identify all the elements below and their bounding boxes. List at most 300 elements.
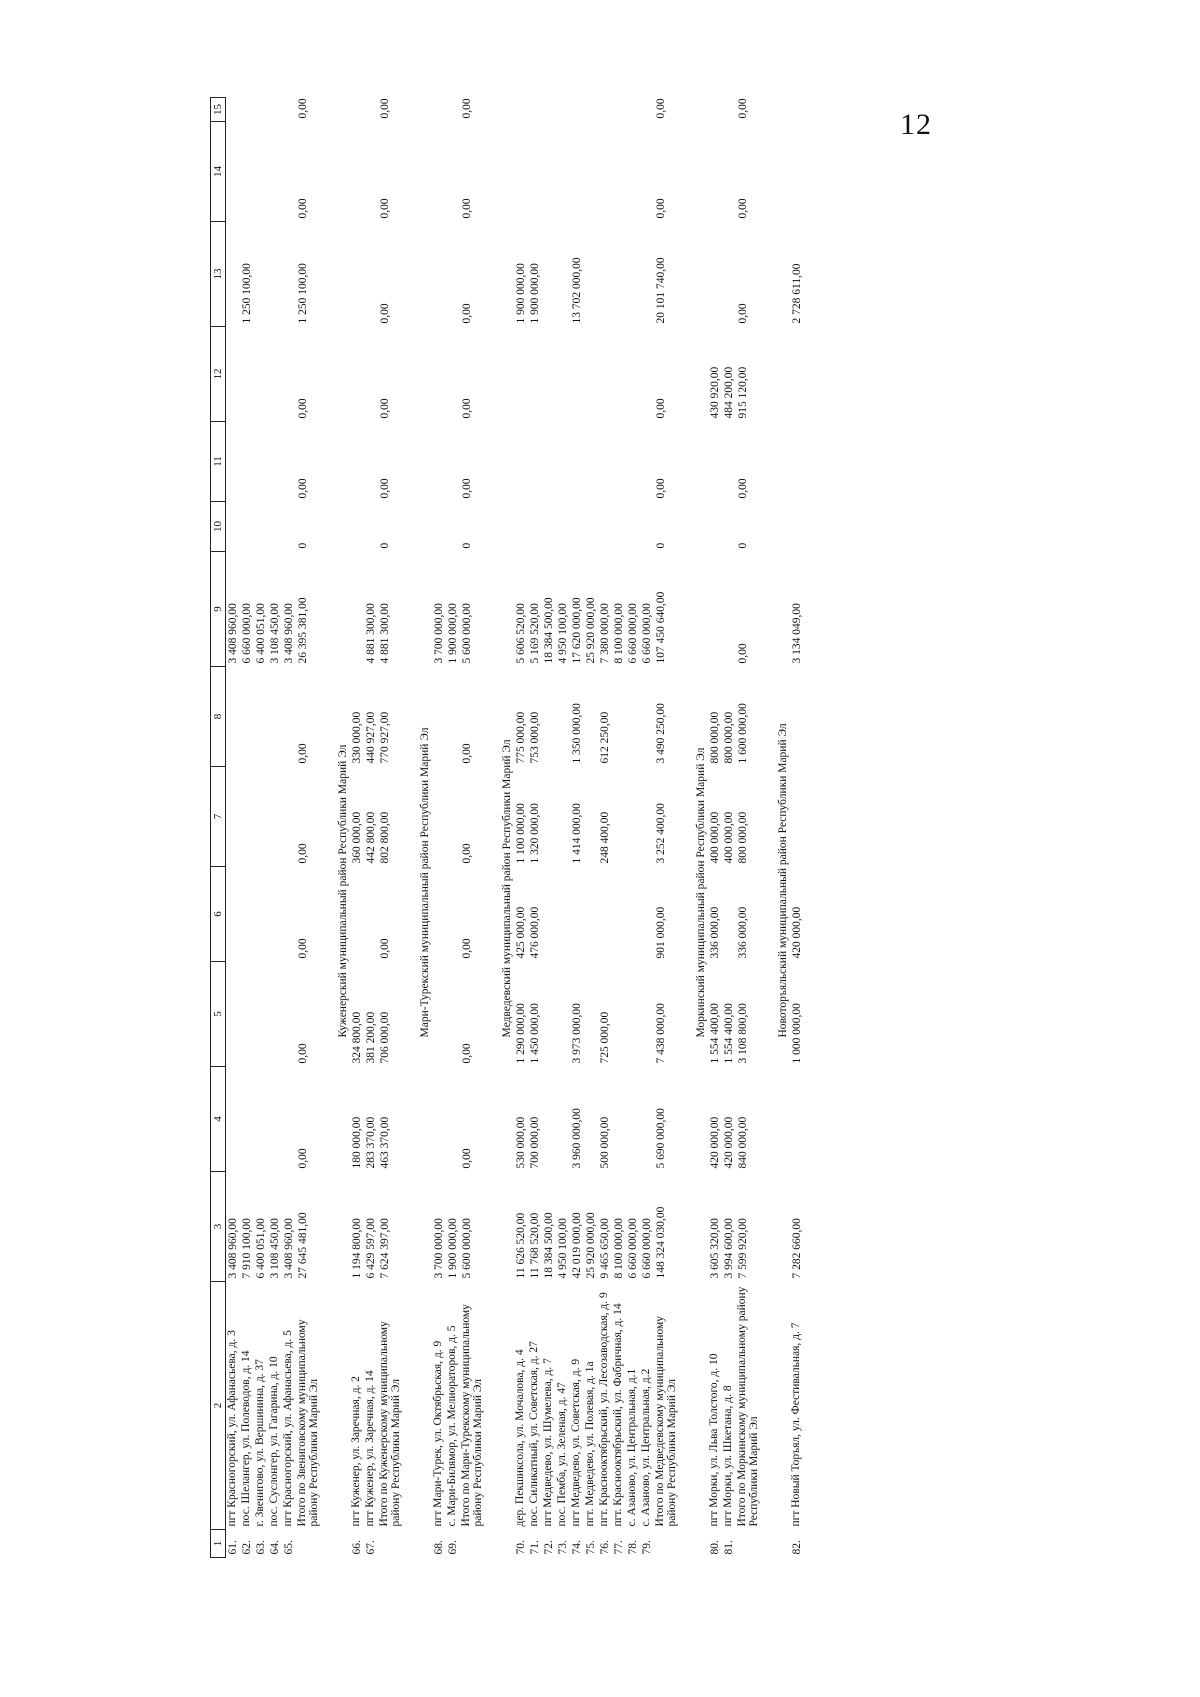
value-cell (446, 98, 460, 122)
value-cell (584, 122, 598, 222)
row-number-cell: 70. (515, 1540, 527, 1555)
value-cell: 612 250,00 (599, 711, 611, 764)
value-cell: 0,00 (297, 478, 309, 499)
value-cell (432, 327, 446, 422)
value-cell: 20 101 740,00 (655, 257, 667, 324)
value-cell: 3 108 450,00 (269, 1218, 281, 1279)
value-cell (570, 502, 584, 552)
value-cell: 800 000,00 (723, 711, 735, 764)
value-cell (282, 962, 296, 1067)
value-cell (282, 1067, 296, 1172)
value-cell (254, 422, 268, 502)
section-header-row (336, 98, 350, 1558)
value-cell (350, 422, 364, 502)
value-cell: 0,00 (737, 198, 749, 219)
value-cell (708, 502, 722, 552)
value-cell: 0,00 (461, 1148, 473, 1169)
column-header: 3 (211, 1172, 226, 1282)
value-cell: 0,00 (297, 198, 309, 219)
value-cell: 1 900 000,00 (515, 263, 527, 324)
value-cell: 6 660 000,00 (241, 603, 253, 664)
section-header-row (694, 98, 708, 1558)
value-cell (226, 222, 241, 327)
value-cell: 800 000,00 (709, 711, 721, 764)
value-cell (282, 867, 296, 962)
address-cell: пгт Медведево, ул. Советская, д. 9 (570, 1358, 582, 1527)
value-cell (640, 502, 654, 552)
value-cell (598, 327, 612, 422)
value-cell: 0,00 (737, 643, 749, 664)
value-cell (790, 422, 804, 502)
row-number-cell: 77. (613, 1540, 625, 1555)
value-cell (556, 667, 570, 767)
value-cell: 3 605 320,00 (709, 1218, 721, 1279)
value-cell (626, 767, 640, 867)
value-cell (364, 422, 378, 502)
value-cell: 4 950 100,00 (557, 1218, 569, 1279)
value-cell (528, 98, 542, 122)
value-cell (790, 502, 804, 552)
value-cell (268, 962, 282, 1067)
row-number-cell: 74. (571, 1540, 583, 1555)
value-cell: 0,00 (655, 478, 667, 499)
value-cell (446, 767, 460, 867)
value-cell (708, 422, 722, 502)
section-header-row (776, 98, 790, 1558)
value-cell (626, 222, 640, 327)
value-cell (254, 767, 268, 867)
value-cell: 840 000,00 (737, 1116, 749, 1169)
address-cell: пгт Морки, ул. Льва Толстого, д. 10 (708, 1353, 720, 1527)
value-cell (240, 122, 254, 222)
column-header: 4 (211, 1067, 226, 1172)
value-cell (446, 867, 460, 962)
value-cell (640, 122, 654, 222)
value-cell (254, 1067, 268, 1172)
value-cell (240, 867, 254, 962)
data-table (210, 97, 804, 1558)
value-cell (528, 122, 542, 222)
value-cell (240, 98, 254, 122)
value-cell (790, 767, 804, 867)
value-cell (254, 122, 268, 222)
value-cell (598, 422, 612, 502)
value-cell (790, 667, 804, 767)
value-cell (708, 222, 722, 327)
value-cell: 6 400 051,00 (255, 603, 267, 664)
row-number-cell: 61. (227, 1540, 239, 1555)
value-cell: 3 108 800,00 (737, 1003, 749, 1064)
address-cell: пос. Пемба, ул. Зеленая, д. 47 (556, 1382, 568, 1527)
row-number-cell: 68. (433, 1540, 445, 1555)
value-cell: 725 000,00 (599, 1011, 611, 1064)
value-cell: 0,00 (461, 98, 473, 119)
value-cell (268, 502, 282, 552)
address-cell: с. Мари-Билямор, ул. Мелиораторов, д. 5 (446, 1325, 458, 1527)
value-cell: 0,00 (297, 1148, 309, 1169)
row-number-cell: 67. (365, 1540, 377, 1555)
row-number-cell: 62. (241, 1540, 253, 1555)
value-cell (364, 867, 378, 962)
value-cell (612, 767, 626, 867)
address-cell: пгт Куженер, ул. Заречная, д. 2 (350, 1376, 362, 1527)
value-cell: 3 408 960,00 (283, 603, 295, 664)
value-cell (598, 98, 612, 122)
value-cell: 0,00 (737, 478, 749, 499)
value-cell (722, 98, 736, 122)
value-cell (528, 422, 542, 502)
value-cell: 7 438 000,00 (655, 1003, 667, 1064)
value-cell (432, 1067, 446, 1172)
section-title: Медведевский муниципальный район Республики Марий Эл (501, 739, 513, 1038)
row-number-cell (460, 1530, 486, 1558)
value-cell (722, 502, 736, 552)
table-row (584, 98, 598, 1558)
value-cell: 11 768 520,00 (529, 1212, 541, 1279)
value-cell (432, 422, 446, 502)
value-cell (350, 552, 364, 667)
value-cell: 0,00 (379, 398, 391, 419)
value-cell: 25 920 000,00 (585, 597, 597, 664)
value-cell (226, 867, 241, 962)
value-cell (640, 422, 654, 502)
value-cell: 0,00 (461, 1043, 473, 1064)
address-cell: Итого по Медведевскому муниципальному району Республики Марий Эл (654, 1315, 678, 1527)
value-cell (514, 327, 528, 422)
value-cell (790, 327, 804, 422)
value-cell: 1 194 800,00 (351, 1218, 363, 1279)
column-header: 1 (211, 1530, 226, 1558)
value-cell: 530 000,00 (515, 1116, 527, 1169)
section-title: Мари-Турекский муниципальный район Республики Марий Эл (419, 727, 431, 1038)
value-cell: 18 384 500,00 (543, 597, 555, 664)
value-cell: 3 960 000,00 (571, 1108, 583, 1169)
value-cell (640, 962, 654, 1067)
value-cell (556, 1067, 570, 1172)
value-cell (364, 222, 378, 327)
address-cell: пгт Мари-Турек, ул. Октябрьская, д. 9 (432, 1340, 444, 1527)
value-cell: 6 660 000,00 (627, 1218, 639, 1279)
value-cell (240, 422, 254, 502)
value-cell: 5 169 520,00 (529, 603, 541, 664)
value-cell (432, 767, 446, 867)
table-row (528, 98, 542, 1558)
value-cell (226, 962, 241, 1067)
value-cell: 463 370,00 (379, 1116, 391, 1169)
value-cell (640, 667, 654, 767)
value-cell: 4 881 300,00 (365, 603, 377, 664)
value-cell: 2 728 611,00 (791, 263, 803, 324)
value-cell: 324 800,00 (351, 1011, 363, 1064)
value-cell (722, 422, 736, 502)
value-cell (640, 767, 654, 867)
address-cell: пгт Красногорский, ул. Афанасьева, д. 5 (282, 1330, 294, 1527)
value-cell (226, 122, 241, 222)
rotated-table-container (210, 98, 1090, 1558)
value-cell (556, 222, 570, 327)
table-row (542, 98, 556, 1558)
value-cell (254, 667, 268, 767)
value-cell (584, 667, 598, 767)
value-cell (254, 502, 268, 552)
value-cell (282, 222, 296, 327)
address-cell: с. Азаново, ул. Центральная, д.1 (626, 1368, 638, 1527)
value-cell: 283 370,00 (365, 1116, 377, 1169)
value-cell (432, 667, 446, 767)
column-header: 2 (211, 1282, 226, 1530)
value-cell (542, 327, 556, 422)
value-cell: 0,00 (297, 843, 309, 864)
value-cell: 0,00 (461, 198, 473, 219)
value-cell: 18 384 500,00 (543, 1212, 555, 1279)
value-cell (514, 502, 528, 552)
value-cell (514, 422, 528, 502)
value-cell (584, 867, 598, 962)
value-cell (226, 1067, 241, 1172)
value-cell (640, 1067, 654, 1172)
value-cell (542, 422, 556, 502)
address-cell: пгт Красногорский, ул. Афанасьева, д. 3 (226, 1330, 238, 1527)
value-cell: 0 (461, 542, 473, 549)
address-cell: г. Звенигово, ул. Вершинина, д. 37 (254, 1359, 266, 1527)
value-cell (528, 502, 542, 552)
value-cell (350, 222, 364, 327)
value-cell (570, 122, 584, 222)
value-cell: 180 000,00 (351, 1116, 363, 1169)
value-cell (570, 867, 584, 962)
value-cell: 3 994 600,00 (723, 1218, 735, 1279)
value-cell: 0,00 (461, 743, 473, 764)
table-row (598, 98, 612, 1558)
value-cell (722, 122, 736, 222)
row-number-cell (378, 1530, 404, 1558)
row-number-cell: 69. (447, 1540, 459, 1555)
value-cell (640, 222, 654, 327)
table-row (514, 98, 528, 1558)
row-number-cell: 76. (599, 1540, 611, 1555)
row-number-cell (296, 1530, 322, 1558)
column-header: 6 (211, 867, 226, 962)
value-cell (640, 327, 654, 422)
section-header-row (500, 98, 514, 1558)
column-header: 10 (211, 502, 226, 552)
value-cell (226, 767, 241, 867)
column-header: 11 (211, 422, 226, 502)
value-cell: 13 702 000,00 (571, 257, 583, 324)
value-cell (364, 98, 378, 122)
value-cell (584, 327, 598, 422)
column-header: 8 (211, 667, 226, 767)
table-row (226, 98, 241, 1558)
value-cell: 770 927,00 (379, 711, 391, 764)
row-number-cell: 63. (255, 1540, 267, 1555)
value-cell: 1 554 400,00 (709, 1003, 721, 1064)
value-cell (268, 867, 282, 962)
value-cell: 17 620 000,00 (571, 597, 583, 664)
total-row (736, 98, 762, 1558)
value-cell (254, 327, 268, 422)
table-row (640, 98, 654, 1558)
value-cell (612, 98, 626, 122)
value-cell (446, 122, 460, 222)
value-cell (542, 1067, 556, 1172)
value-cell: 381 200,00 (365, 1011, 377, 1064)
value-cell (542, 502, 556, 552)
value-cell: 1 450 000,00 (529, 1003, 541, 1064)
value-cell: 11 626 520,00 (515, 1212, 527, 1279)
value-cell: 7 282 660,00 (791, 1218, 803, 1279)
value-cell (446, 667, 460, 767)
address-cell: Итого по Мари-Турекскому муниципальному району Республики Марий Эл (460, 1304, 484, 1527)
value-cell (240, 327, 254, 422)
value-cell: 0 (297, 542, 309, 549)
table-row (350, 98, 364, 1558)
value-cell: 3 252 400,00 (655, 803, 667, 864)
value-cell: 0,00 (379, 198, 391, 219)
value-cell: 8 100 000,00 (613, 1218, 625, 1279)
value-cell (640, 867, 654, 962)
value-cell (350, 122, 364, 222)
address-cell: дер. Пекшиксола, ул. Мочалова, д. 4 (514, 1349, 526, 1527)
table-row (432, 98, 446, 1558)
value-cell (240, 1067, 254, 1172)
value-cell: 0,00 (297, 398, 309, 419)
value-cell: 1 900 000,00 (447, 1218, 459, 1279)
value-cell: 802 800,00 (379, 811, 391, 864)
value-cell (432, 867, 446, 962)
value-cell (226, 98, 241, 122)
value-cell (350, 502, 364, 552)
value-cell (432, 962, 446, 1067)
address-cell: пгт. Медведево, ул. Полевая, д. 1а (584, 1361, 596, 1527)
value-cell: 26 395 381,00 (297, 597, 309, 664)
row-number-cell: 72. (543, 1540, 555, 1555)
value-cell: 0,00 (655, 398, 667, 419)
value-cell (626, 502, 640, 552)
value-cell: 0,00 (297, 98, 309, 119)
value-cell (708, 98, 722, 122)
value-cell: 0,00 (461, 478, 473, 499)
value-cell: 0,00 (379, 478, 391, 499)
row-number-cell: 81. (723, 1540, 735, 1555)
value-cell (556, 327, 570, 422)
value-cell (432, 222, 446, 327)
value-cell (626, 98, 640, 122)
value-cell (556, 962, 570, 1067)
table-row (240, 98, 254, 1558)
value-cell: 248 400,00 (599, 811, 611, 864)
row-number-cell: 71. (529, 1540, 541, 1555)
value-cell (542, 667, 556, 767)
value-cell (598, 502, 612, 552)
value-cell (226, 422, 241, 502)
value-cell (790, 98, 804, 122)
value-cell (598, 222, 612, 327)
value-cell (268, 422, 282, 502)
value-cell (432, 502, 446, 552)
value-cell (584, 222, 598, 327)
table-row (268, 98, 282, 1558)
value-cell (556, 122, 570, 222)
value-cell (542, 962, 556, 1067)
value-cell (612, 1067, 626, 1172)
value-cell (626, 122, 640, 222)
value-cell (598, 122, 612, 222)
value-cell: 0,00 (655, 198, 667, 219)
value-cell: 420 000,00 (723, 1116, 735, 1169)
value-cell: 425 000,00 (515, 906, 527, 959)
column-header: 7 (211, 767, 226, 867)
value-cell: 3 408 960,00 (227, 1218, 239, 1279)
value-cell: 1 100 000,00 (515, 803, 527, 864)
value-cell (268, 667, 282, 767)
value-cell: 700 000,00 (529, 1116, 541, 1169)
value-cell: 1 900 000,00 (529, 263, 541, 324)
value-cell: 0,00 (655, 98, 667, 119)
value-cell (556, 422, 570, 502)
value-cell: 6 660 000,00 (627, 603, 639, 664)
value-cell: 1 290 000,00 (515, 1003, 527, 1064)
row-number-cell: 65. (283, 1540, 295, 1555)
value-cell: 3 408 960,00 (227, 603, 239, 664)
value-cell (446, 1067, 460, 1172)
value-cell (626, 327, 640, 422)
value-cell (722, 222, 736, 327)
value-cell (722, 552, 736, 667)
table-row (446, 98, 460, 1558)
value-cell: 6 660 000,00 (641, 603, 653, 664)
value-cell (626, 867, 640, 962)
address-cell: пгт Медведево, ул. Шумелева, д. 7 (542, 1358, 554, 1527)
value-cell: 0 (737, 542, 749, 549)
table-row (364, 98, 378, 1558)
value-cell (612, 222, 626, 327)
value-cell: 4 881 300,00 (379, 603, 391, 664)
value-cell: 430 920,00 (709, 366, 721, 419)
address-cell: пгт. Краснооктябрьский, ул. Лесозаводская, д. 9 (598, 1292, 610, 1527)
value-cell: 0 (379, 542, 391, 549)
value-cell (268, 767, 282, 867)
value-cell (282, 327, 296, 422)
value-cell: 800 000,00 (737, 811, 749, 864)
table-row (556, 98, 570, 1558)
row-number-cell: 75. (585, 1540, 597, 1555)
table-row (708, 98, 722, 1558)
value-cell (584, 962, 598, 1067)
value-cell (514, 98, 528, 122)
value-cell: 6 429 597,00 (365, 1218, 377, 1279)
row-number-cell: 82. (791, 1540, 803, 1555)
value-cell (226, 502, 241, 552)
value-cell (612, 962, 626, 1067)
value-cell (350, 98, 364, 122)
value-cell: 400 000,00 (709, 811, 721, 864)
value-cell: 3 700 000,00 (433, 1218, 445, 1279)
address-cell: с. Азаново, ул. Центральная, д.2 (640, 1368, 652, 1527)
value-cell (570, 422, 584, 502)
value-cell (542, 767, 556, 867)
address-cell: пгт. Краснооктябрьский, ул. Фабричная, д. 14 (612, 1303, 624, 1527)
value-cell (612, 422, 626, 502)
value-cell (364, 502, 378, 552)
value-cell: 0,00 (297, 1043, 309, 1064)
section-title: Новоторъяльский муниципальный район Республики Марий Эл (777, 723, 789, 1038)
value-cell (446, 422, 460, 502)
value-cell: 3 700 000,00 (433, 603, 445, 664)
value-cell: 440 927,00 (365, 711, 377, 764)
value-cell (446, 962, 460, 1067)
value-cell (570, 327, 584, 422)
